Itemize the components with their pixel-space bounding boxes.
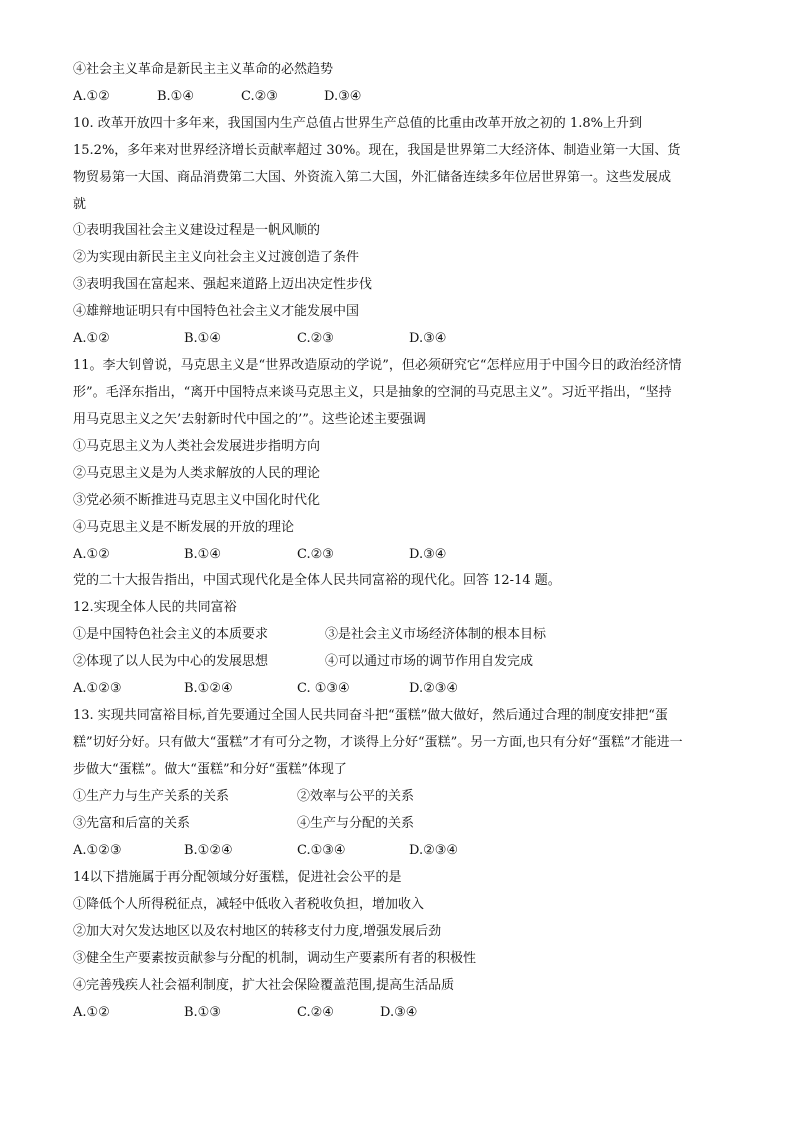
q13-statement-3: ③先富和后富的关系 [73, 816, 191, 831]
q14-statement-3: ③健全生产要素按贡献参与分配的机制，调动生产要素所有者的积极性 [73, 951, 477, 966]
q10-stem-line-2: 15.2%，多年来对世界经济增长贡献率超过 30%。现在，我国是世界第二大经济体、制造业第一大国、货 [73, 143, 681, 158]
q12-options [73, 680, 733, 698]
q13-option-d: D.②③④ [409, 843, 459, 858]
q11-stem-line-1: 11。李大钊曾说，马克思主义是“世界改造原动的学说”，但必须研究它“怎样应用于中国今日的政治经济情 [73, 358, 682, 373]
q11-option-a: A.①② [73, 547, 110, 562]
q10-option-c: C.②③ [297, 331, 334, 346]
q14-option-d: D.③④ [380, 1005, 418, 1020]
q11-statement-1: ①马克思主义为人类社会发展进步指明方向 [73, 439, 321, 454]
q9-statement-4: ④社会主义革命是新民主主义革命的必然趋势 [73, 62, 334, 77]
q13-statement-2: ②效率与公平的关系 [297, 789, 415, 804]
q10-stem-line-3: 物贸易第一大国、商品消费第二大国、外资流入第二大国，外汇储备连续多年位居世界第一。这些发展成 [73, 170, 672, 185]
q11-options [73, 546, 733, 564]
q10-stem-line-1: 10. 改革开放四十多年来，我国国内生产总值占世界生产总值的比重由改革开放之初的 1.8%上升到 [73, 116, 642, 131]
q12-statements-row-1 [73, 626, 733, 644]
q14-option-c: C.②④ [297, 1005, 334, 1020]
q13-stem-line-1: 13. 实现共同富裕目标,首先要通过全国人民共同奋斗把“蛋糕”做大做好，然后通过合理的制度安排把“蛋 [73, 708, 668, 723]
q9-option-d: D.③④ [324, 89, 362, 104]
q11-stem-line-3: 用马克思主义之矢’去射新时代中国之的’”。这些论述主要强调 [73, 412, 426, 427]
q13-option-b: B.①②④ [184, 843, 233, 858]
q13-option-c: C.①③④ [297, 843, 346, 858]
q12-option-a: A.①②③ [73, 681, 122, 696]
q9-option-a: A.①② [73, 89, 110, 104]
q13-option-a: A.①②③ [73, 843, 122, 858]
q9-option-b: B.①④ [157, 89, 194, 104]
q12-statement-4: ④可以通过市场的调节作用自发完成 [325, 654, 534, 669]
q10-statement-4: ④雄辩地证明只有中国特色社会主义才能发展中国 [73, 304, 360, 319]
q9-options [73, 88, 733, 106]
q12-option-d: D.②③④ [409, 681, 459, 696]
q9-option-c: C.②③ [241, 89, 278, 104]
q14-statement-2: ②加大对欠发达地区以及农村地区的转移支付力度,增强发展后劲 [73, 924, 442, 939]
q10-option-b: B.①④ [184, 331, 221, 346]
q11-option-d: D.③④ [409, 547, 447, 562]
q12-statements-row-2 [73, 653, 733, 671]
q11-statement-2: ②马克思主义是为人类求解放的人民的理论 [73, 466, 321, 481]
q13-statements-row-1 [73, 788, 733, 806]
q12-option-b: B.①②④ [184, 681, 233, 696]
q14-statement-1: ①降低个人所得税征点，减轻中低收入者税收负担，增加收入 [73, 897, 425, 912]
q13-stem-line-3: 步做大“蛋糕”。做大“蛋糕”和分好“蛋糕”体现了 [73, 762, 347, 777]
q13-options [73, 842, 733, 860]
q13-statement-4: ④生产与分配的关系 [297, 816, 415, 831]
q10-statement-3: ③表明我国在富起来、强起来道路上迈出决定性步伐 [73, 277, 373, 292]
q12-statement-3: ③是社会主义市场经济体制的根本目标 [325, 627, 547, 642]
q12-option-c: C. ①③④ [297, 681, 350, 696]
q13-statements-row-2 [73, 815, 733, 833]
q10-option-a: A.①② [73, 331, 110, 346]
q13-statement-1: ①生产力与生产关系的关系 [73, 789, 230, 804]
q11-option-c: C.②③ [297, 547, 334, 562]
q10-stem-line-4: 就 [73, 197, 87, 212]
q14-option-a: A.①② [73, 1005, 110, 1020]
q14-statement-4: ④完善残疾人社会福利制度，扩大社会保险覆盖范围,提高生活品质 [73, 978, 455, 993]
q14-stem: 14以下措施属于再分配领域分好蛋糕，促进社会公平的是 [73, 870, 402, 885]
q12-statement-2: ②体现了以人民为中心的发展思想 [73, 654, 269, 669]
q14-options [73, 1004, 733, 1022]
q10-statement-1: ①表明我国社会主义建设过程是一帆风顺的 [73, 223, 321, 238]
q10-option-d: D.③④ [409, 331, 447, 346]
q12-statement-1: ①是中国特色社会主义的本质要求 [73, 627, 269, 642]
q14-option-b: B.①③ [184, 1005, 221, 1020]
q13-stem-line-2: 糕”切好分好。只有做大“蛋糕”才有可分之物，才谈得上分好“蛋糕”。另一方面,也只有分好“蛋糕”才能进一 [73, 735, 683, 750]
material-intro: 党的二十大报告指出，中国式现代化是全体人民共同富裕的现代化。回答 12-14 题。 [73, 573, 561, 588]
q12-stem: 12.实现全体人民的共同富裕 [73, 600, 237, 615]
q10-options [73, 330, 733, 348]
q11-stem-line-2: 形”。毛泽东指出，“离开中国特点来谈马克思主义，只是抽象的空洞的马克思主义”。习近平指出，“坚持 [73, 385, 672, 400]
q10-statement-2: ②为实现由新民主主义向社会主义过渡创造了条件 [73, 250, 360, 265]
q11-option-b: B.①④ [184, 547, 221, 562]
q11-statement-3: ③党必须不断推进马克思主义中国化时代化 [73, 493, 321, 508]
q11-statement-4: ④马克思主义是不断发展的开放的理论 [73, 520, 295, 535]
